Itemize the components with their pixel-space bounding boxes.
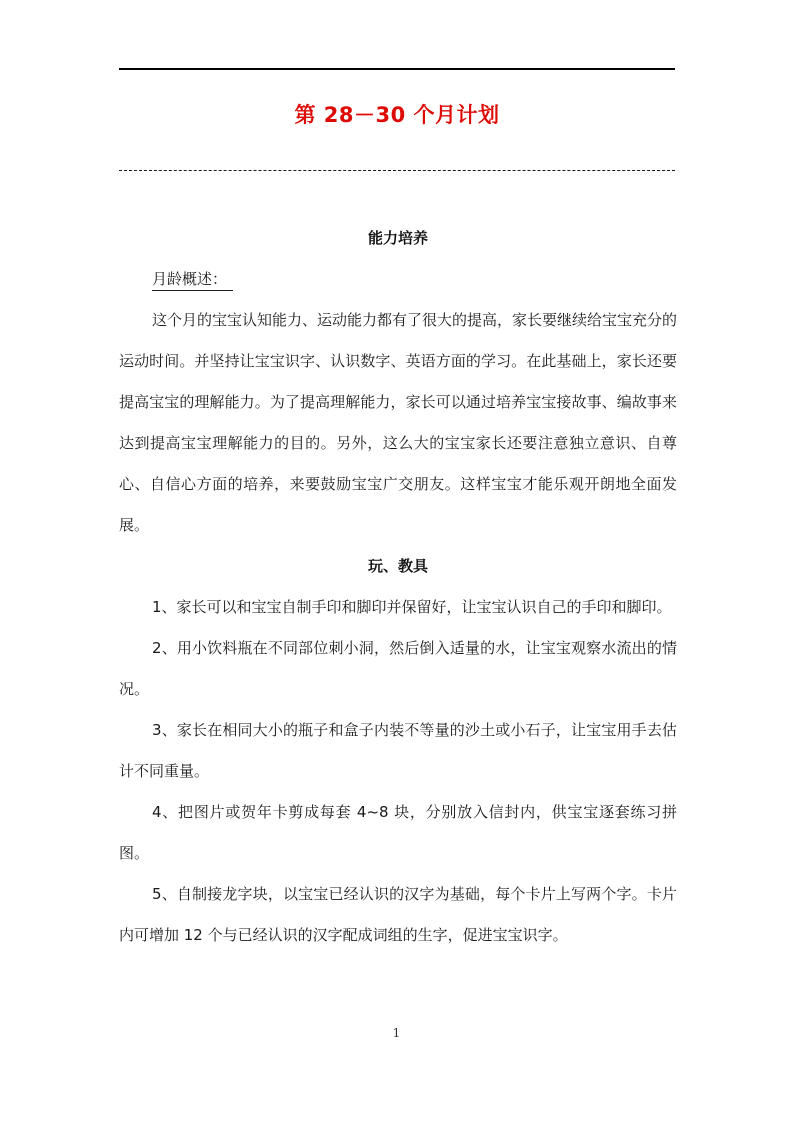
section-heading-toys: 玩、教具 bbox=[367, 557, 428, 575]
header-dashed-rule bbox=[119, 170, 675, 171]
page-number: 1 bbox=[392, 1026, 401, 1040]
subheading-overview-row bbox=[119, 259, 677, 300]
header-solid-rule bbox=[119, 68, 675, 70]
list-item: 2、用小饮料瓶在不同部位刺小洞，然后倒入适量的水，让宝宝观察水流出的情况。 bbox=[119, 639, 677, 698]
list-item: 5、自制接龙字块，以宝宝已经认识的汉字为基础，每个卡片上写两个字。卡片内可增加 12 个与已经认识的汉字配成词组的生字，促进宝宝识字。 bbox=[119, 885, 677, 944]
list-item: 4、把图片或贺年卡剪成每套 4~8 块，分别放入信封内，供宝宝逐套练习拼图。 bbox=[119, 803, 677, 862]
document-body bbox=[119, 218, 677, 956]
list-item: 1、家长可以和宝宝自制手印和脚印并保留好，让宝宝认识自己的手印和脚印。 bbox=[152, 598, 672, 616]
list-item: 3、家长在相同大小的瓶子和盒子内装不等量的沙土或小石子，让宝宝用手去估计不同重量。 bbox=[119, 721, 677, 780]
subheading-overview: 月龄概述： bbox=[152, 270, 233, 291]
section-heading-abilities: 能力培养 bbox=[367, 229, 428, 247]
paragraph-overview: 这个月的宝宝认知能力、运动能力都有了很大的提高，家长要继续给宝宝充分的运动时间。并坚持让宝宝识字、认识数字、英语方面的学习。在此基础上，家长还要提高宝宝的理解能力。为了提高理解能力，家长可以通过培养宝宝接故事、编故事来达到提高宝宝理解能力的目的。另外，这么大的宝宝家长还要注意独立意识、自尊心、自信心方面的培养，来要鼓励宝宝广交朋友。这样宝宝才能乐观开朗地全面发展。 bbox=[119, 311, 678, 534]
page-title: 第 28－30 个月计划 bbox=[294, 103, 500, 127]
